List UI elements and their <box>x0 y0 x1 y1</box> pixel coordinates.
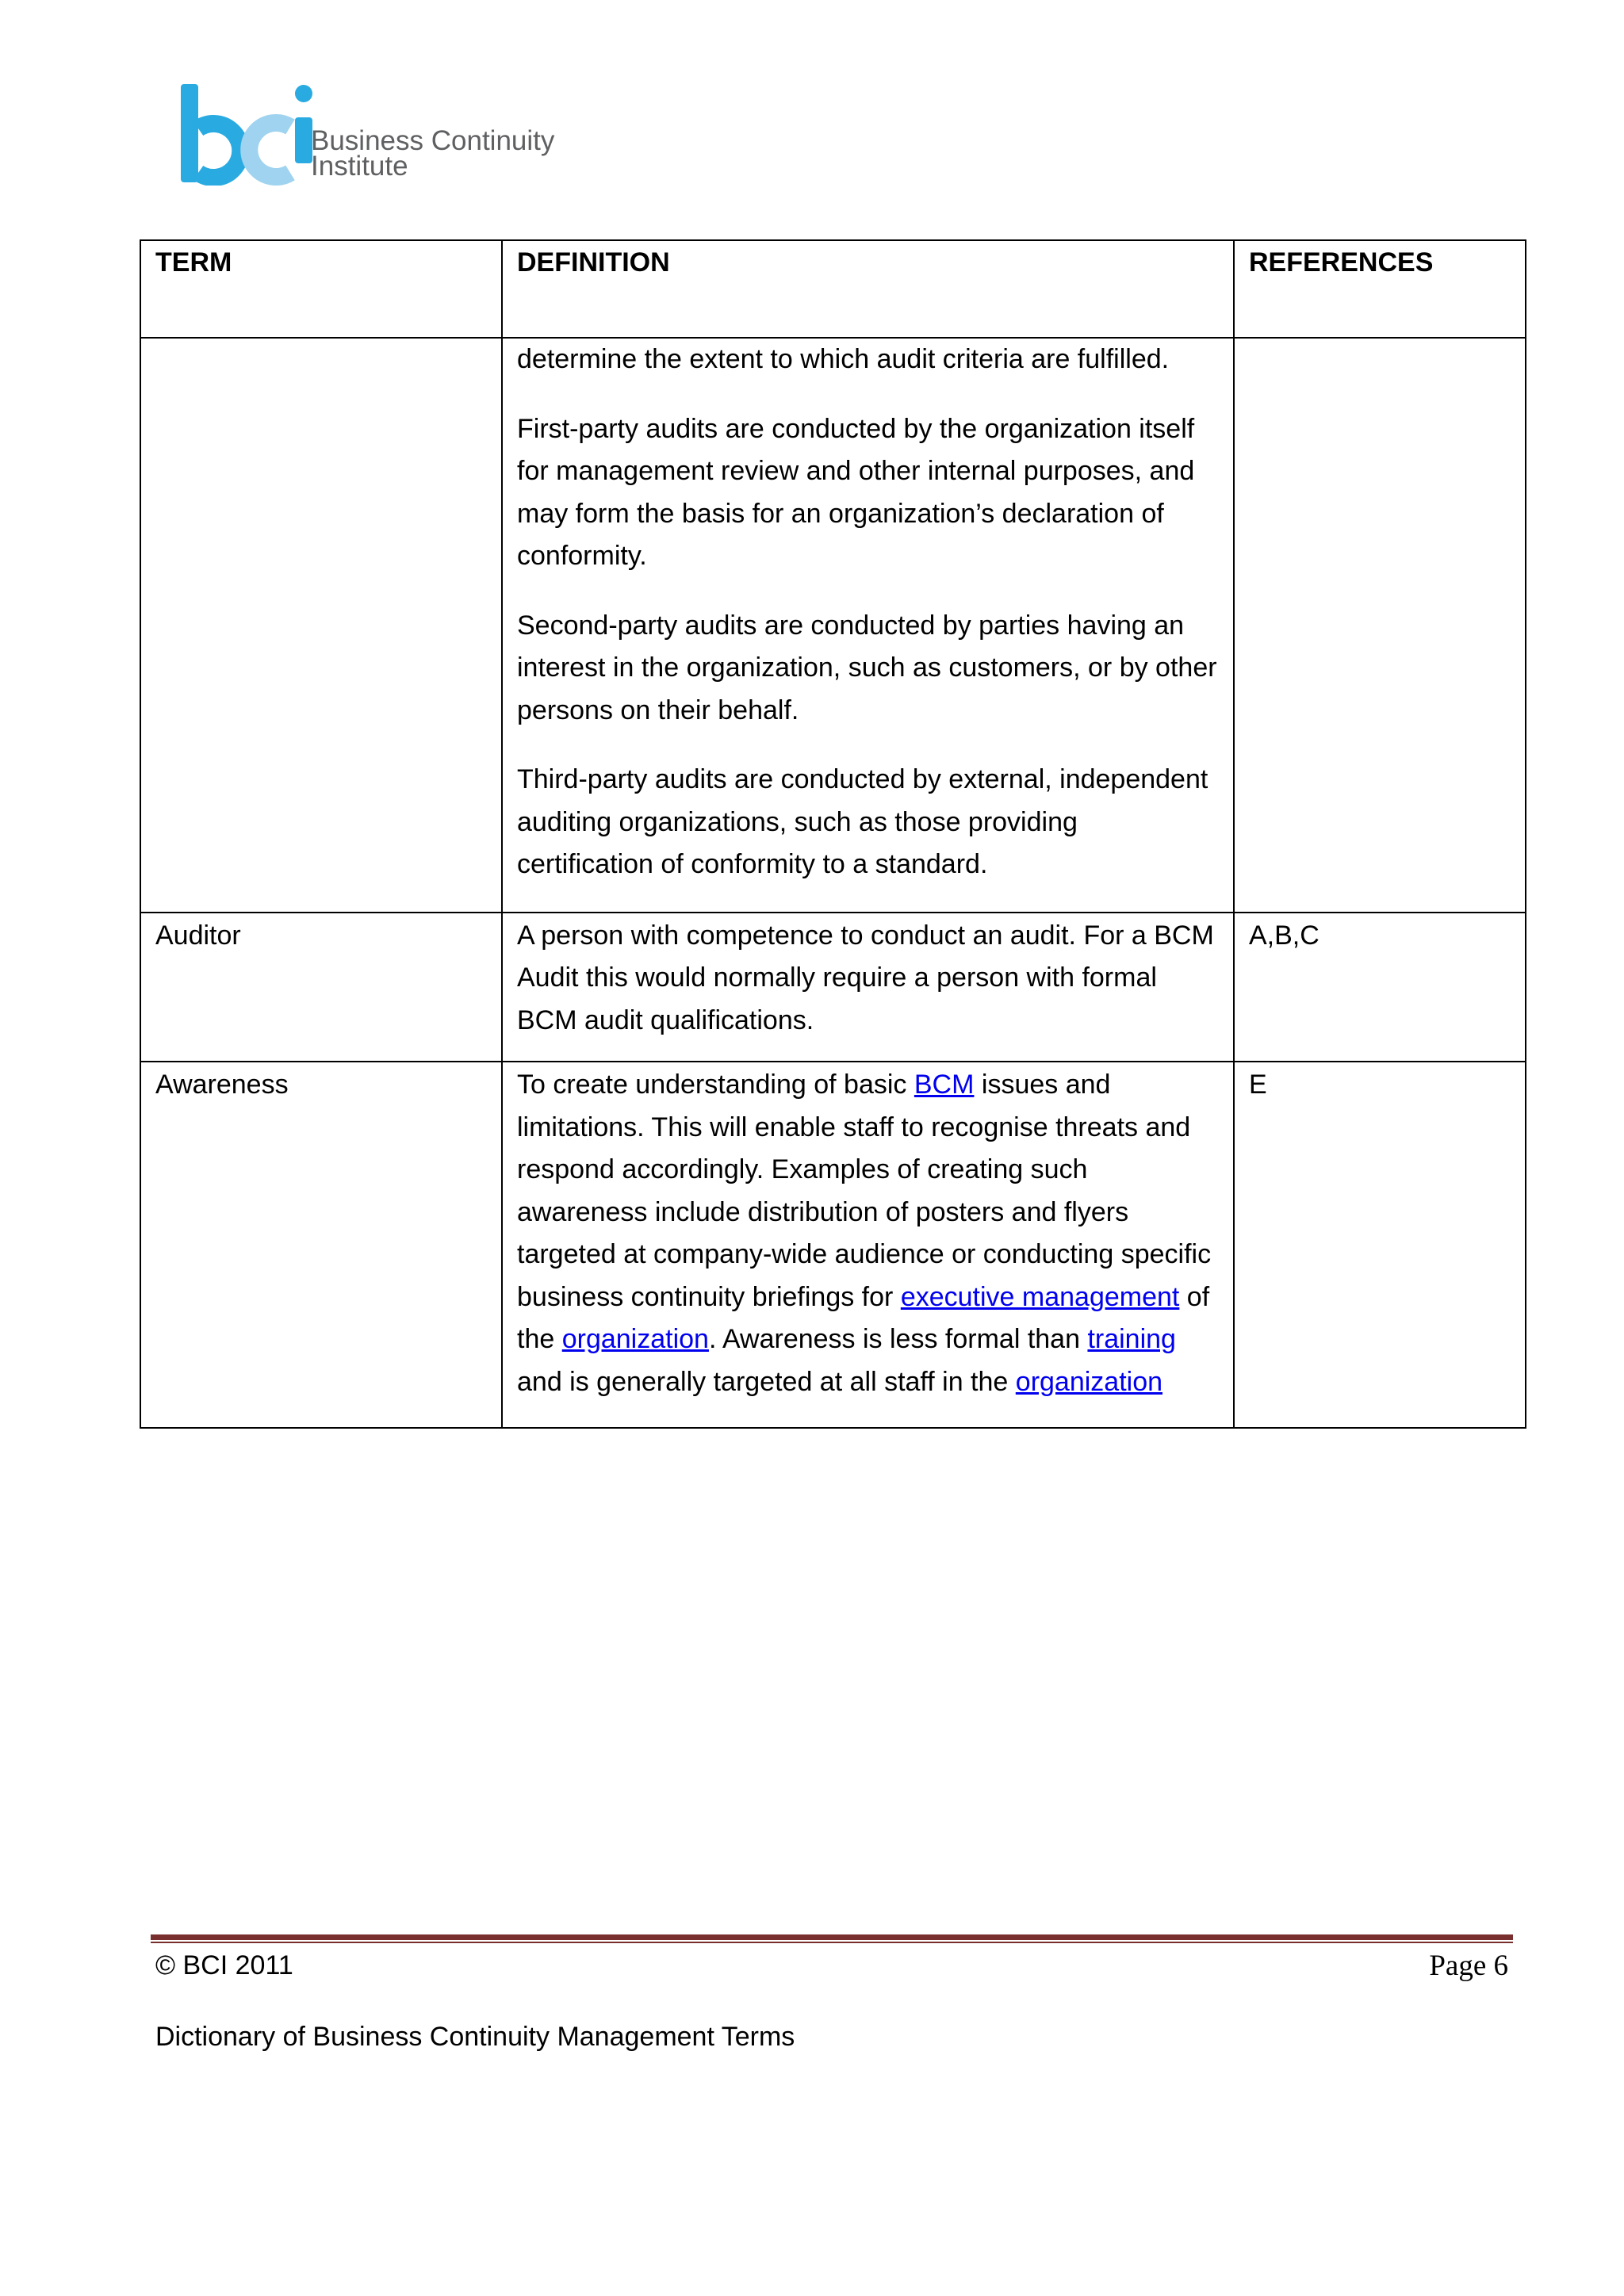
footer-divider <box>151 1934 1513 1943</box>
organization-link[interactable]: organization <box>561 1324 709 1354</box>
term-cell: Auditor <box>140 913 502 1062</box>
definition-text: To create understanding of basic <box>517 1070 914 1100</box>
term-cell: Awareness <box>140 1062 502 1428</box>
definition-paragraph: Third-party audits are conducted by external, independent auditing organizations, such as those providing certification of conformity to a standard. <box>517 764 1208 879</box>
definition-cell <box>502 338 1234 913</box>
term-cell <box>140 338 502 913</box>
table-row <box>140 338 1526 913</box>
terms-table <box>140 239 1526 1429</box>
logo-b-stem <box>181 84 198 182</box>
executive-management-link[interactable]: executive management <box>900 1281 1180 1312</box>
logo-i-stem <box>295 117 312 163</box>
header-references: REFERENCES <box>1234 240 1526 338</box>
footer-page-number: Page 6 <box>1429 1950 1508 1982</box>
header-definition: DEFINITION <box>502 240 1234 338</box>
references-cell: A,B,C <box>1234 913 1526 1062</box>
footer-copyright: © BCI 2011 <box>155 1950 293 1980</box>
logo-i-dot <box>295 85 312 102</box>
definition-text: of the <box>517 1281 1210 1354</box>
definition-text: and is generally targeted at all staff in the <box>517 1366 1016 1397</box>
table-row <box>140 1062 1526 1428</box>
definition-cell: A person with competence to conduct an audit. For a BCM Audit this would normally require a person with formal BCM audit qualifications. <box>502 913 1234 1062</box>
footer-divider-thin <box>151 1942 1513 1943</box>
logo-line-2: Institute <box>311 151 408 182</box>
organization-link[interactable]: organization <box>1015 1366 1163 1397</box>
logo-c <box>249 123 290 177</box>
definition-paragraph: First-party audits are conducted by the organization itself for management review and other internal purposes, and may form the basis for an organization’s declaration of conformity. <box>517 413 1195 571</box>
header-term: TERM <box>140 240 502 338</box>
logo-b-bowl <box>198 124 240 178</box>
logo-line-1: Business Continuity <box>311 125 555 156</box>
bcm-link[interactable]: BCM <box>914 1070 975 1100</box>
footer-divider-thick <box>151 1934 1513 1940</box>
references-cell: E <box>1234 1062 1526 1428</box>
training-link[interactable]: training <box>1087 1324 1176 1354</box>
definition-paragraph: determine the extent to which audit criteria are fulfilled. <box>517 344 1170 374</box>
definition-cell <box>502 1062 1234 1428</box>
table-header-row <box>140 240 1526 338</box>
footer-document-title: Dictionary of Business Continuity Management Terms <box>155 2022 795 2052</box>
definition-text: . Awareness is less formal than <box>708 1324 1088 1354</box>
definition-paragraph: Second-party audits are conducted by parties having an interest in the organization, such as customers, or by other persons on their behalf. <box>517 610 1217 725</box>
table-row <box>140 913 1526 1062</box>
definition-text: issues and limitations. This will enable staff to recognise threats and respond accordingly. Examples of creating such awareness include distribution of posters and flyers targeted at company-wide audience or conducting specific business continuity briefings for <box>517 1070 1212 1312</box>
references-cell <box>1234 338 1526 913</box>
logo-wordmark <box>311 125 555 182</box>
